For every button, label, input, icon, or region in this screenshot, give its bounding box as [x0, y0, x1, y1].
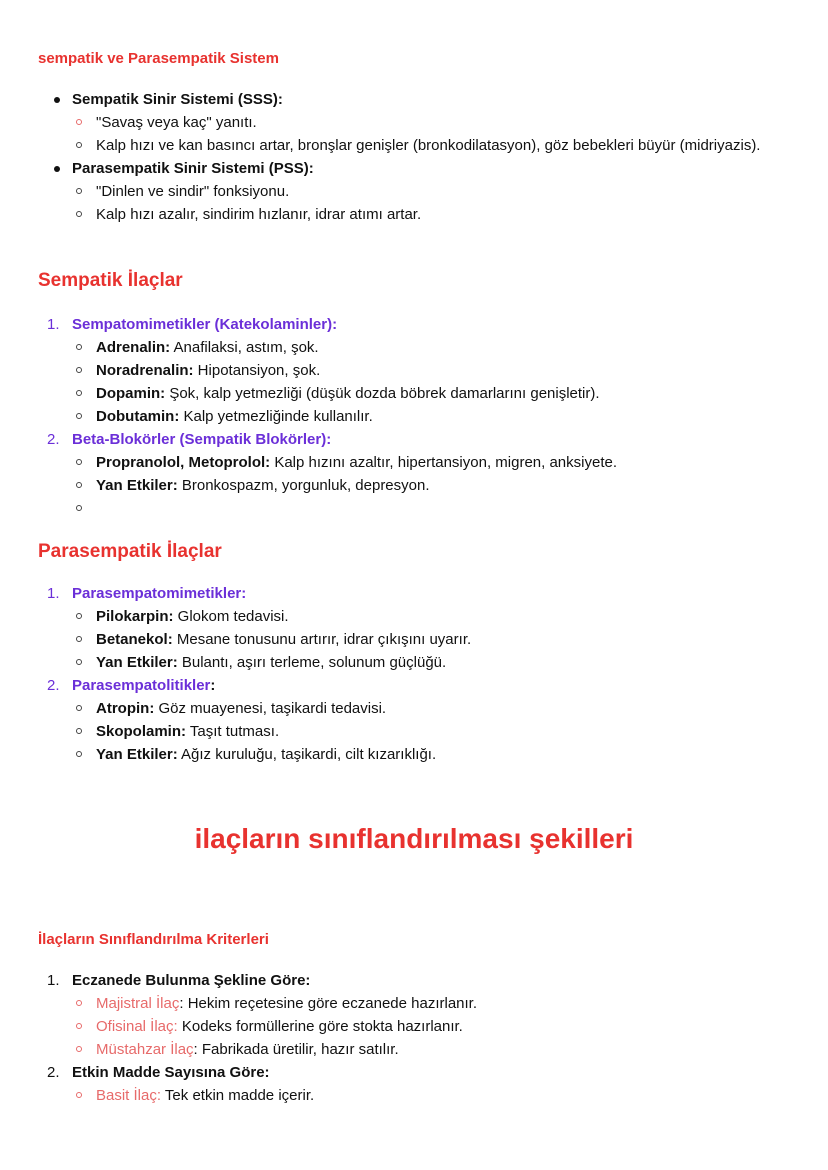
item-text: Kalp hızı ve kan basıncı artar, bronşlar genişler (bronkodilatasyon), göz bebekleri büyür (midriyazis). [96, 137, 761, 154]
list-item [38, 1015, 798, 1038]
circle-bullet-icon [76, 482, 82, 488]
list-item [38, 203, 798, 226]
drug-term: Müstahzar İlaç [96, 1041, 194, 1058]
circle-bullet-icon [76, 659, 82, 665]
drug-text: Anafilaksi, astım, şok. [170, 339, 319, 356]
list-item [38, 697, 798, 720]
list-item [38, 605, 798, 628]
circle-bullet-icon [76, 505, 82, 511]
drug-term: Atropin: [96, 700, 155, 717]
list-item [38, 336, 798, 359]
list-item [38, 651, 798, 674]
drug-text: Hipotansiyon, şok. [193, 362, 321, 379]
list-item [38, 474, 798, 497]
drug-term: Majistral İlaç [96, 995, 180, 1012]
list-item [38, 134, 798, 157]
drug-text: Kalp hızını azaltır, hipertansiyon, migren, anksiyete. [270, 454, 618, 471]
list-item [38, 111, 798, 134]
bullet-icon [54, 97, 60, 103]
circle-bullet-icon [76, 413, 82, 419]
group-title-colon: : [210, 677, 216, 694]
item-text: Kalp hızı azalır, sindirim hızlanır, idrar atımı artar. [96, 206, 422, 223]
drug-text: Mesane tonusunu artırır, idrar çıkışını uyarır. [172, 631, 472, 648]
drug-text: Tek etkin madde içerir. [161, 1087, 315, 1104]
circle-bullet-icon [76, 119, 82, 125]
drug-text: Taşıt tutması. [186, 723, 280, 740]
classification-list [38, 969, 798, 1107]
group-title: Eczanede Bulunma Şekline Göre: [72, 972, 311, 989]
section-heading-classification-criteria: İlaçların Sınıflandırılma Kriterleri [38, 931, 269, 948]
page-title: ilaçların sınıflandırılması şekilleri [194, 823, 634, 854]
list-item [38, 88, 798, 111]
group-title: Sempatomimetikler (Katekolaminler): [72, 316, 338, 333]
list-item-empty [38, 497, 798, 520]
list-item [38, 1038, 798, 1061]
drug-term: Noradrenalin: [96, 362, 194, 379]
circle-bullet-icon [76, 142, 82, 148]
drug-text: : Hekim reçetesine göre eczanede hazırlanır. [179, 995, 478, 1012]
list-item [38, 743, 798, 766]
drug-term: Propranolol, Metoprolol: [96, 454, 271, 471]
drug-text: Bulantı, aşırı terleme, solunum güçlüğü. [177, 654, 447, 671]
drug-term: Betanekol: [96, 631, 173, 648]
drug-text: Ağız kuruluğu, taşikardi, cilt kızarıklığı. [177, 746, 437, 763]
item-text: "Dinlen ve sindir" fonksiyonu. [96, 183, 290, 200]
bullet-icon [54, 166, 60, 172]
list-item [38, 628, 798, 651]
list-item [38, 359, 798, 382]
drug-text: : Fabrikada üretilir, hazır satılır. [193, 1041, 399, 1058]
list-number: 1. [47, 972, 60, 989]
circle-bullet-icon [76, 1000, 82, 1006]
circle-bullet-icon [76, 705, 82, 711]
circle-bullet-icon [76, 751, 82, 757]
list-item [38, 428, 798, 451]
circle-bullet-icon [76, 459, 82, 465]
list-item [38, 313, 798, 336]
section-heading-parasympathetic-drugs: Parasempatik İlaçlar [38, 541, 222, 562]
circle-bullet-icon [76, 188, 82, 194]
drug-term: Yan Etkiler: [96, 746, 178, 763]
drug-text: Göz muayenesi, taşikardi tedavisi. [154, 700, 387, 717]
circle-bullet-icon [76, 1046, 82, 1052]
circle-bullet-icon [76, 1092, 82, 1098]
sympathetic-drugs-list [38, 313, 798, 520]
list-item [38, 969, 798, 992]
list-item [38, 1061, 798, 1084]
drug-text: Glokom tedavisi. [173, 608, 289, 625]
drug-term: Dopamin: [96, 385, 166, 402]
group-title: Beta-Blokörler (Sempatik Blokörler): [72, 431, 332, 448]
list-item [38, 720, 798, 743]
circle-bullet-icon [76, 367, 82, 373]
group-title: Parasempatomimetikler: [72, 585, 247, 602]
group-title: Parasempatolitikler [72, 677, 211, 694]
list-item [38, 405, 798, 428]
list-number: 1. [47, 316, 60, 333]
circle-bullet-icon [76, 613, 82, 619]
list-item [38, 180, 798, 203]
list-item [38, 382, 798, 405]
drug-term: Adrenalin: [96, 339, 171, 356]
list-item [38, 582, 798, 605]
drug-term: Basit İlaç: [96, 1087, 162, 1104]
item-title: Parasempatik Sinir Sistemi (PSS): [72, 160, 314, 177]
drug-term: Skopolamin: [96, 723, 187, 740]
list-item [38, 1084, 798, 1107]
drug-text: Bronkospazm, yorgunluk, depresyon. [177, 477, 430, 494]
list-number: 2. [47, 1064, 60, 1081]
drug-term: Yan Etkiler: [96, 654, 178, 671]
circle-bullet-icon [76, 211, 82, 217]
list-item [38, 157, 798, 180]
drug-term: Ofisinal İlaç: [96, 1018, 178, 1035]
drug-term: Yan Etkiler: [96, 477, 178, 494]
drug-text: Şok, kalp yetmezliği (düşük dozda böbrek damarlarını genişletir). [165, 385, 600, 402]
item-title: Sempatik Sinir Sistemi (SSS): [72, 91, 283, 108]
list-item [38, 992, 798, 1015]
circle-bullet-icon [76, 1023, 82, 1029]
list-number: 2. [47, 677, 60, 694]
systems-list [38, 88, 798, 226]
item-text: "Savaş veya kaç" yanıtı. [96, 114, 257, 131]
circle-bullet-icon [76, 344, 82, 350]
list-number: 1. [47, 585, 60, 602]
parasympathetic-drugs-list [38, 582, 798, 766]
drug-term: Pilokarpin: [96, 608, 174, 625]
section-heading-systems: sempatik ve Parasempatik Sistem [38, 50, 279, 67]
drug-text: Kalp yetmezliğinde kullanılır. [179, 408, 373, 425]
drug-term: Dobutamin: [96, 408, 180, 425]
drug-text: Kodeks formüllerine göre stokta hazırlanır. [177, 1018, 463, 1035]
circle-bullet-icon [76, 390, 82, 396]
circle-bullet-icon [76, 728, 82, 734]
group-title: Etkin Madde Sayısına Göre: [72, 1064, 270, 1081]
list-item [38, 451, 798, 474]
section-heading-sympathetic-drugs: Sempatik İlaçlar [38, 270, 183, 291]
list-item [38, 674, 798, 697]
list-number: 2. [47, 431, 60, 448]
circle-bullet-icon [76, 636, 82, 642]
